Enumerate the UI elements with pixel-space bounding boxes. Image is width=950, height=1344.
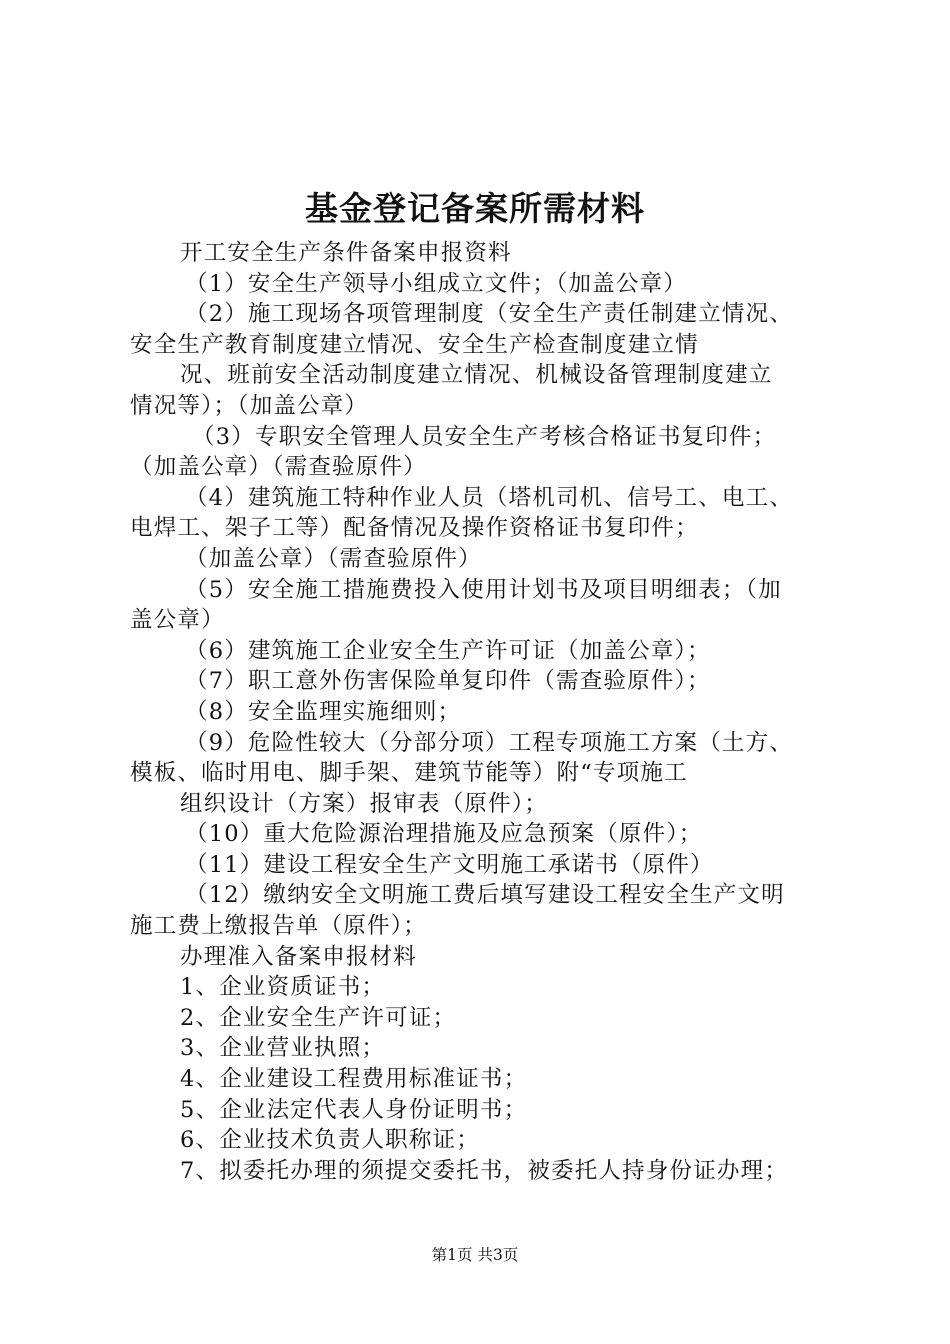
list-item: （12）缴纳安全文明施工费后填写建设工程安全生产文明 [185, 882, 785, 909]
list-item: 5、企业法定代表人身份证明书； [180, 1096, 528, 1123]
list-item-continuation: 安全生产教育制度建立情况、安全生产检查制度建立情 [130, 331, 699, 358]
list-item: 7、拟委托办理的须提交委托书，被委托人持身份证办理； [180, 1157, 789, 1184]
list-item: （10）重大危险源治理措施及应急预案（原件）； [185, 821, 703, 848]
list-item: （6）建筑施工企业安全生产许可证（加盖公章）； [185, 637, 711, 664]
list-item: 1、企业资质证书； [180, 974, 386, 1001]
list-item-continuation: 盖公章） [130, 607, 225, 634]
list-item: （7）职工意外伤害保险单复印件（需查验原件）； [185, 668, 711, 695]
list-item: （9）危险性较大（分部分项）工程专项施工方案（土方、 [185, 729, 794, 756]
list-item: 3、企业营业执照； [180, 1035, 386, 1062]
list-item-continuation: 电焊工、架子工等）配备情况及操作资格证书复印件； [130, 515, 699, 542]
list-item-continuation: 况、班前安全活动制度建立情况、机械设备管理制度建立 [180, 362, 773, 389]
list-item-continuation: 模板、临时用电、脚手架、建筑节能等）附“专项施工 [130, 760, 688, 787]
list-item: （1）安全生产领导小组成立文件；（加盖公章） [185, 270, 687, 297]
list-item-continuation: 组织设计（方案）报审表（原件）； [180, 790, 548, 817]
page-number-footer: 第1页 共3页 [431, 1246, 519, 1264]
list-item: 6、企业技术负责人职称证； [180, 1127, 480, 1154]
list-item: 2、企业安全生产许可证； [180, 1004, 457, 1031]
list-item: （11）建设工程安全生产文明施工承诺书（原件） [185, 851, 714, 878]
list-item: （2）施工现场各项管理制度（安全生产责任制建立情况、 [185, 301, 794, 328]
list-item: （4）建筑施工特种作业人员（塔机司机、信号工、电工、 [185, 484, 794, 511]
list-item-continuation: （加盖公章）（需查验原件） [185, 545, 482, 572]
document-title: 基金登记备案所需材料 [305, 189, 645, 228]
list-item: 4、企业建设工程费用标准证书； [180, 1066, 528, 1093]
list-item-continuation: 情况等）；（加盖公章） [130, 392, 369, 419]
list-item: （5）安全施工措施费投入使用计划书及项目明细表；（加 [185, 576, 782, 603]
document-body [130, 238, 835, 1186]
section-heading: 开工安全生产条件备案申报资料 [180, 240, 512, 266]
list-item: （3）专职安全管理人员安全生产考核合格证书复印件； [192, 423, 777, 450]
list-item-continuation: （加盖公章）（需查验原件） [130, 454, 427, 481]
list-item: （8）安全监理实施细则； [185, 698, 462, 725]
section-heading: 办理准入备案申报材料 [180, 943, 418, 970]
list-item-continuation: 施工费上缴报告单（原件）； [130, 913, 427, 940]
